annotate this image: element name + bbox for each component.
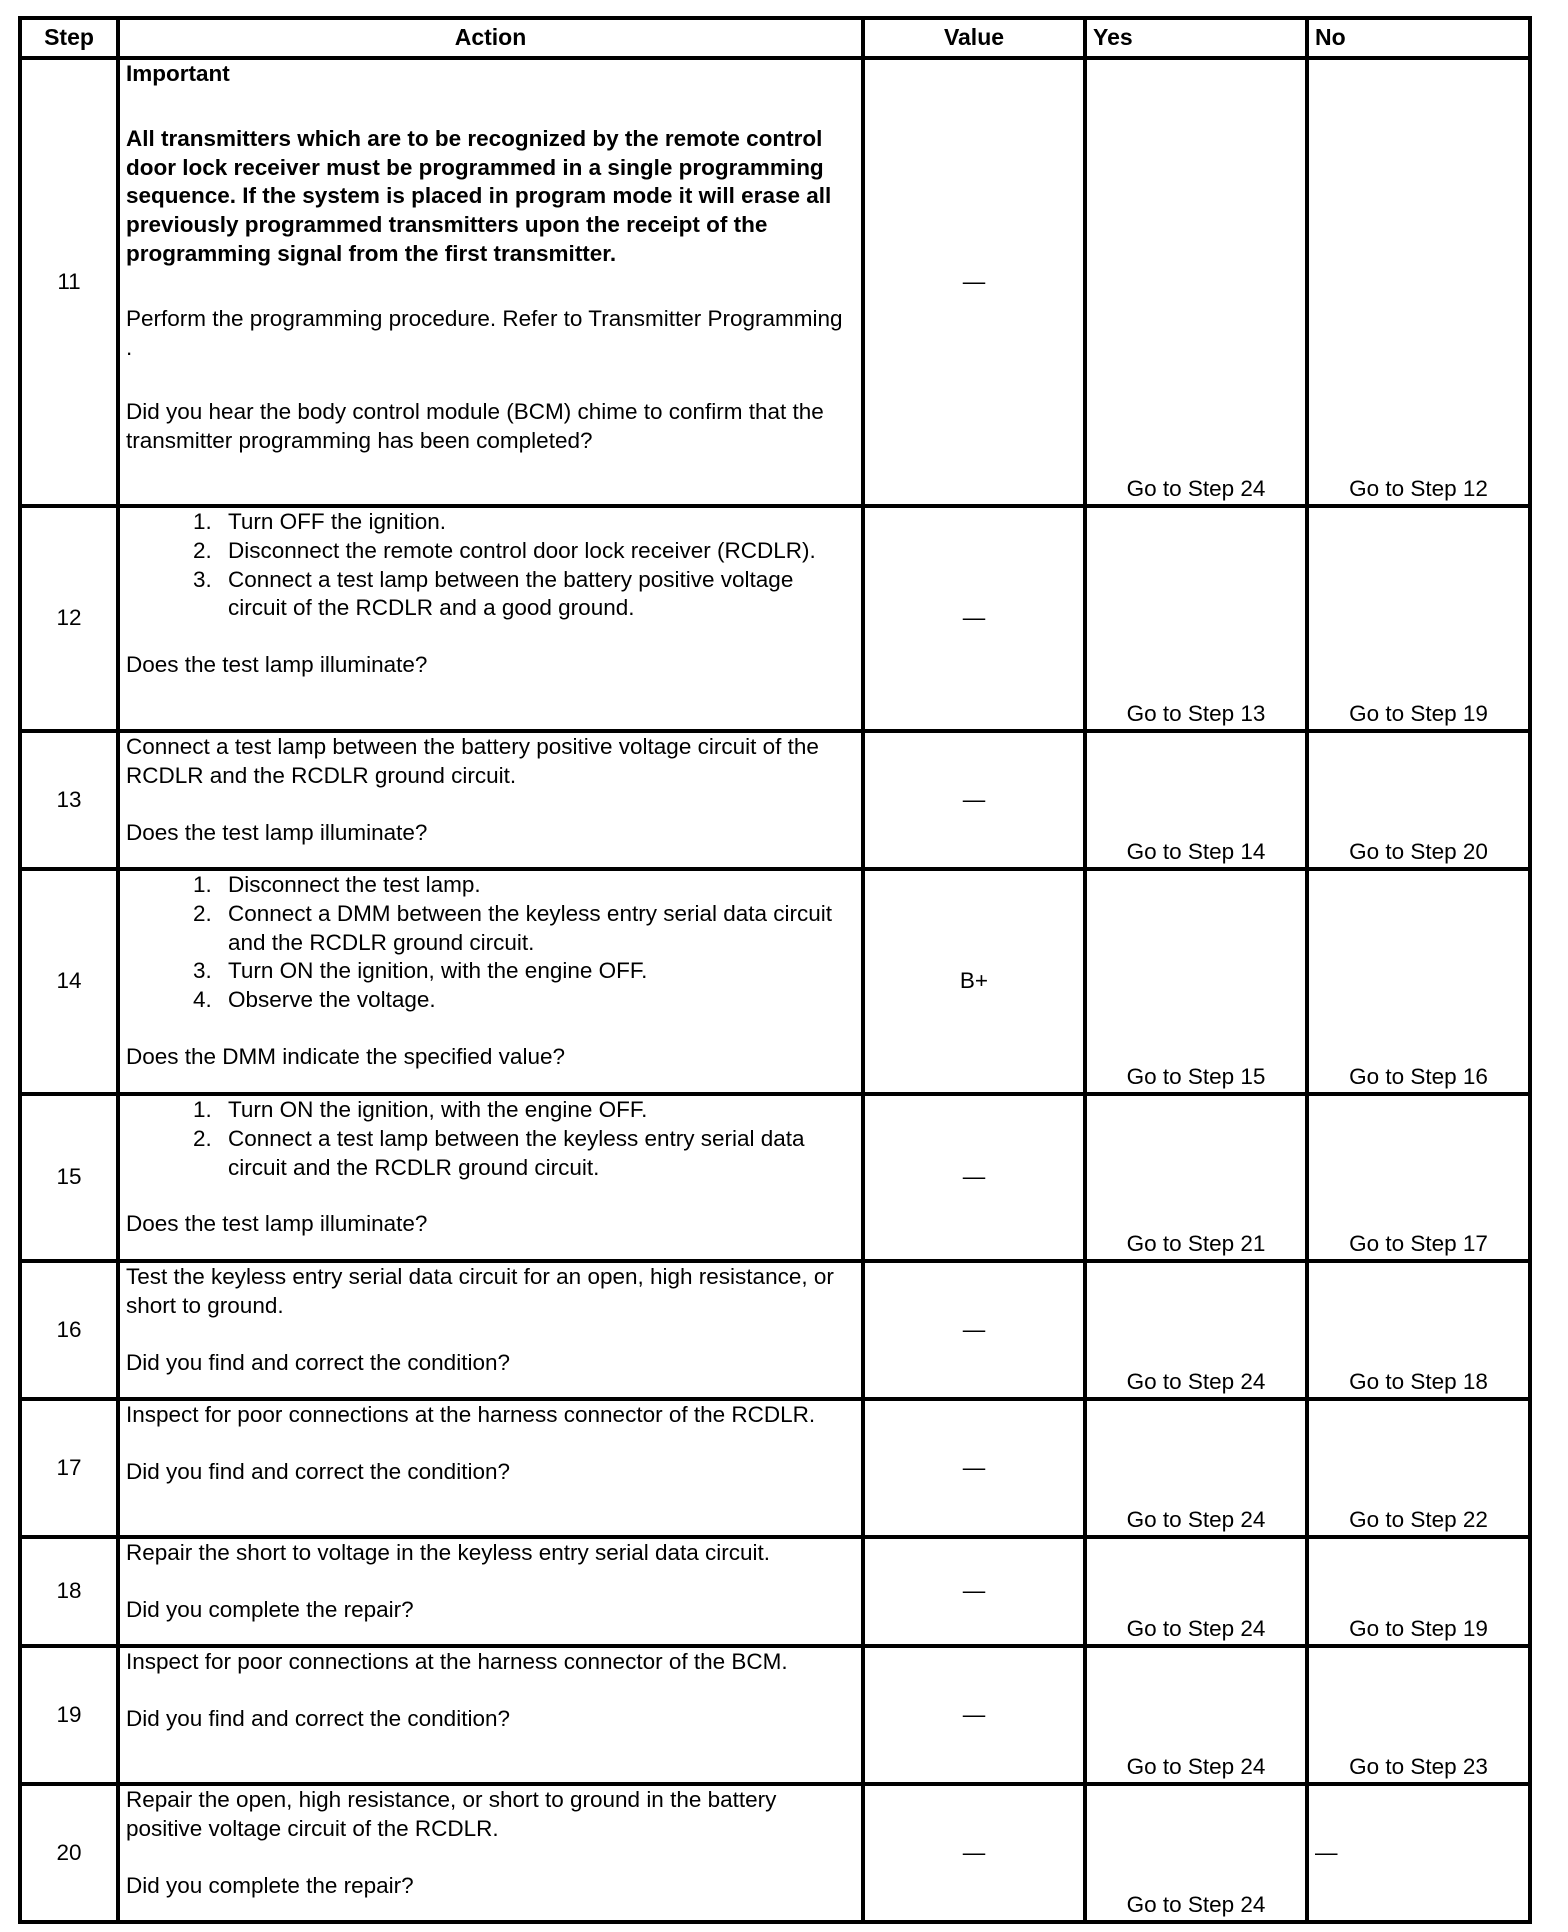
value-cell: B+ — [863, 869, 1085, 1094]
yes-cell: Go to Step 15 — [1085, 869, 1307, 1094]
action-cell — [118, 1094, 863, 1261]
list-item: 2. Connect a DMM between the keyless entry serial data circuit and the RCDLR ground circuit. — [218, 900, 855, 958]
list-item: 4. Observe the voltage. — [218, 986, 855, 1015]
action-question: Does the test lamp illuminate? — [126, 819, 428, 845]
action-question: Did you find and correct the condition? — [126, 1349, 510, 1375]
yes-cell: Go to Step 24 — [1085, 58, 1307, 506]
action-list — [126, 1096, 855, 1182]
value-cell: — — [863, 58, 1085, 506]
action-instruction: Inspect for poor connections at the harness connector of the RCDLR. — [126, 1402, 816, 1427]
value-cell: — — [863, 1646, 1085, 1784]
diagnostic-table — [18, 16, 1532, 1924]
table-row-step-14 — [20, 869, 1530, 1094]
action-cell — [118, 869, 863, 1094]
action-instruction: Inspect for poor connections at the harness connector of the BCM. — [126, 1649, 788, 1674]
action-question: Did you complete the repair? — [126, 1872, 414, 1898]
action-question: Did you find and correct the condition? — [126, 1705, 510, 1731]
yes-cell: Go to Step 24 — [1085, 1646, 1307, 1784]
table-row-step-19 — [20, 1646, 1530, 1784]
action-question: Did you find and correct the condition? — [126, 1458, 510, 1484]
yes-cell: Go to Step 14 — [1085, 731, 1307, 869]
list-item: 3. Turn ON the ignition, with the engine OFF. — [218, 957, 855, 986]
action-question: Did you complete the repair? — [126, 1596, 414, 1622]
no-cell: Go to Step 19 — [1307, 506, 1530, 731]
table-row-step-17 — [20, 1399, 1530, 1537]
value-cell: — — [863, 1537, 1085, 1646]
yes-cell: Go to Step 13 — [1085, 506, 1307, 731]
step-number: 19 — [20, 1646, 118, 1784]
table-row-step-15 — [20, 1094, 1530, 1261]
action-instruction: Connect a test lamp between the battery positive voltage circuit of the RCDLR and the RCDLR ground circuit. — [126, 734, 819, 788]
action-question: Does the test lamp illuminate? — [126, 652, 428, 678]
no-cell: Go to Step 18 — [1307, 1261, 1530, 1399]
header-step: Step — [20, 18, 118, 58]
value-cell: — — [863, 1094, 1085, 1261]
no-cell: Go to Step 20 — [1307, 731, 1530, 869]
list-item: 1. Turn OFF the ignition. — [218, 508, 855, 537]
table-row-step-12 — [20, 506, 1530, 731]
action-question: Does the test lamp illuminate? — [126, 1211, 428, 1237]
step-number: 20 — [20, 1784, 118, 1922]
header-yes: Yes — [1085, 18, 1307, 58]
table-row-step-18 — [20, 1537, 1530, 1646]
action-cell — [118, 1399, 863, 1537]
action-cell — [118, 58, 863, 506]
table-row-step-16 — [20, 1261, 1530, 1399]
no-cell: Go to Step 22 — [1307, 1399, 1530, 1537]
yes-cell: Go to Step 24 — [1085, 1784, 1307, 1922]
action-cell — [118, 506, 863, 731]
value-cell: — — [863, 1399, 1085, 1537]
action-cell — [118, 731, 863, 869]
step-number: 16 — [20, 1261, 118, 1399]
step-number: 12 — [20, 506, 118, 731]
step-number: 13 — [20, 731, 118, 869]
important-text: All transmitters which are to be recognized by the remote control door lock receiver must be programmed in a single programming sequence. If the system is placed in program mode it will erase all previously programmed transmitters upon the receipt of the programming signal from the first transmitter. — [126, 125, 832, 266]
step-number: 11 — [20, 58, 118, 506]
action-instruction: Test the keyless entry serial data circuit for an open, high resistance, or short to ground. — [126, 1264, 834, 1318]
table-header-row — [20, 18, 1530, 58]
no-cell: Go to Step 17 — [1307, 1094, 1530, 1261]
action-cell — [118, 1784, 863, 1922]
action-question: Did you hear the body control module (BCM) chime to confirm that the transmitter programming has been completed? — [126, 399, 824, 454]
table-row-step-13 — [20, 731, 1530, 869]
no-cell: — — [1307, 1784, 1530, 1922]
action-instruction: Perform the programming procedure. Refer to Transmitter Programming . — [126, 305, 843, 360]
value-cell: — — [863, 731, 1085, 869]
no-cell: Go to Step 23 — [1307, 1646, 1530, 1784]
action-list — [126, 508, 855, 623]
step-number: 17 — [20, 1399, 118, 1537]
header-no: No — [1307, 18, 1530, 58]
step-number: 14 — [20, 869, 118, 1094]
header-action: Action — [118, 18, 863, 58]
action-list — [126, 871, 855, 1015]
list-item: 2. Disconnect the remote control door lock receiver (RCDLR). — [218, 537, 855, 566]
action-cell — [118, 1261, 863, 1399]
table-row-step-20 — [20, 1784, 1530, 1922]
value-cell: — — [863, 1784, 1085, 1922]
yes-cell: Go to Step 24 — [1085, 1399, 1307, 1537]
list-item: 3. Connect a test lamp between the battery positive voltage circuit of the RCDLR and a good ground. — [218, 566, 855, 624]
yes-cell: Go to Step 24 — [1085, 1261, 1307, 1399]
yes-cell: Go to Step 24 — [1085, 1537, 1307, 1646]
action-cell — [118, 1537, 863, 1646]
list-item: 2. Connect a test lamp between the keyless entry serial data circuit and the RCDLR ground circuit. — [218, 1125, 855, 1183]
step-number: 15 — [20, 1094, 118, 1261]
value-cell: — — [863, 1261, 1085, 1399]
no-cell: Go to Step 19 — [1307, 1537, 1530, 1646]
action-instruction: Repair the open, high resistance, or short to ground in the battery positive voltage circuit of the RCDLR. — [126, 1787, 777, 1841]
yes-cell: Go to Step 21 — [1085, 1094, 1307, 1261]
action-cell — [118, 1646, 863, 1784]
list-item: 1. Disconnect the test lamp. — [218, 871, 855, 900]
no-cell: Go to Step 12 — [1307, 58, 1530, 506]
step-number: 18 — [20, 1537, 118, 1646]
important-label: Important — [126, 61, 230, 86]
table-row-step-11 — [20, 58, 1530, 506]
action-instruction: Repair the short to voltage in the keyless entry serial data circuit. — [126, 1540, 771, 1565]
value-cell: — — [863, 506, 1085, 731]
action-question: Does the DMM indicate the specified value? — [126, 1043, 565, 1069]
header-value: Value — [863, 18, 1085, 58]
no-cell: Go to Step 16 — [1307, 869, 1530, 1094]
list-item: 1. Turn ON the ignition, with the engine OFF. — [218, 1096, 855, 1125]
